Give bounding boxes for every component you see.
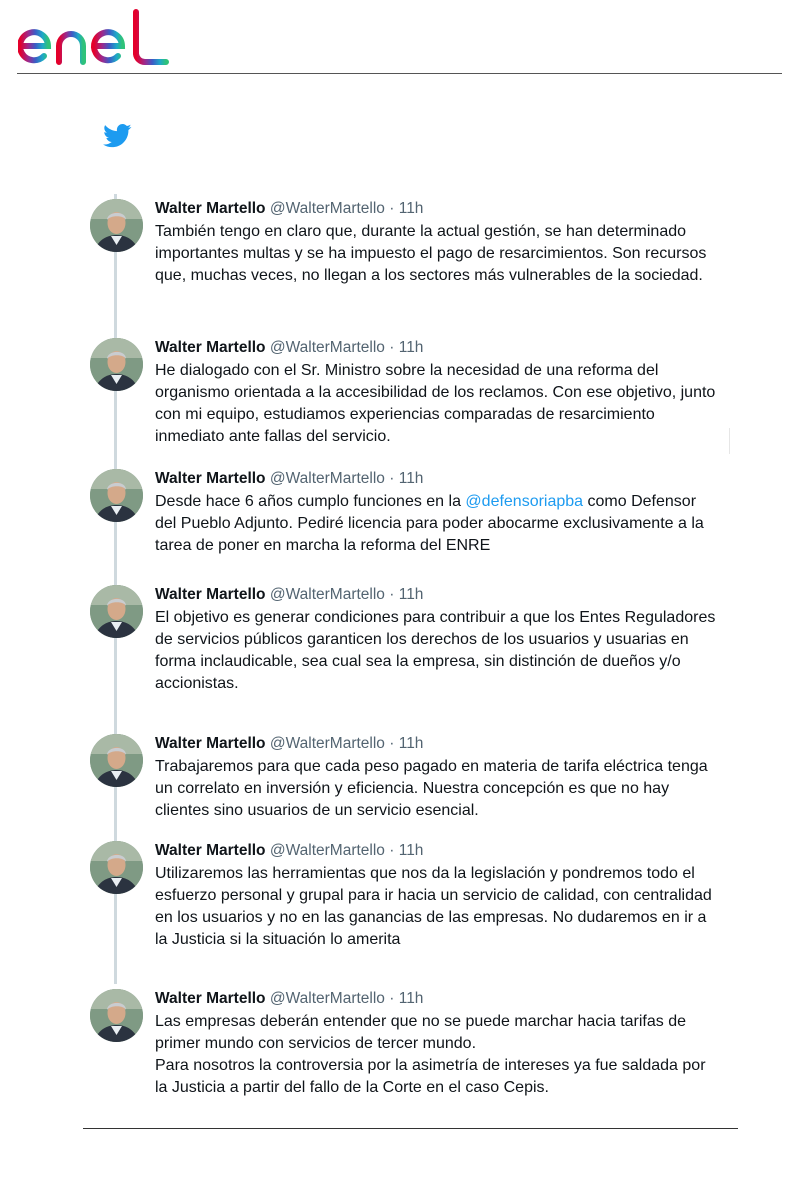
tweet-body	[155, 469, 720, 557]
tweet-header	[155, 989, 720, 1009]
tweet-body	[155, 338, 720, 448]
tweet-body	[155, 199, 720, 287]
tweet-time[interactable]: 11h	[398, 842, 424, 859]
tweet-header	[155, 199, 720, 219]
tweet-time[interactable]: 11h	[398, 200, 424, 217]
tweet-text: He dialogado con el Sr. Ministro sobre la necesidad de una reforma del organismo orientada a la accesibilidad de los reclamos. Con ese objetivo, junto con mi equipo, estudiamos experiencias comparadas de resarcimiento inmediato ante fallas del servicio.	[155, 362, 716, 445]
author-handle[interactable]: @WalterMartello	[269, 990, 385, 1007]
tweet-header	[155, 734, 720, 754]
author-name[interactable]: Walter Martello	[155, 842, 266, 859]
separator-dot: ·	[389, 470, 395, 487]
footer-divider	[83, 1128, 738, 1129]
author-name[interactable]: Walter Martello	[155, 735, 266, 752]
author-handle[interactable]: @WalterMartello	[269, 339, 385, 356]
avatar[interactable]	[90, 989, 143, 1042]
separator-dot: ·	[389, 586, 395, 603]
author-name[interactable]: Walter Martello	[155, 339, 266, 356]
tweet-text: Trabajaremos para que cada peso pagado en materia de tarifa eléctrica tenga un correlato en inversión y eficiencia. Nuestra concepción es que no hay clientes sino usuarios de un servicio esencial.	[155, 758, 708, 819]
tweet-body	[155, 841, 720, 951]
author-handle[interactable]: @WalterMartello	[269, 735, 385, 752]
tweet-text-part: como Defensor del Pueblo Adjunto. Pediré licencia para poder abocarme exclusivamente a la tarea de poner en marcha la reforma del ENRE	[155, 493, 704, 554]
tweet-header	[155, 469, 720, 489]
tweet-body	[155, 989, 720, 1099]
tweet-time[interactable]: 11h	[398, 990, 424, 1007]
header-divider	[17, 73, 782, 74]
tweet-time[interactable]: 11h	[398, 470, 424, 487]
separator-dot: ·	[389, 200, 395, 217]
avatar[interactable]	[90, 841, 143, 894]
tweet-header	[155, 338, 720, 358]
avatar[interactable]	[90, 469, 143, 522]
tweet-text: Las empresas deberán entender que no se puede marchar hacia tarifas de primer mundo con servicios de tercer mundo. Para nosotros la controversia por la asimetría de intereses ya fue saldada por la Justicia a partir del fallo de la Corte en el caso Cepis.	[155, 1013, 706, 1096]
scroll-mark	[729, 428, 730, 454]
author-name[interactable]: Walter Martello	[155, 990, 266, 1007]
avatar[interactable]	[90, 734, 143, 787]
tweet-text: Utilizaremos las herramientas que nos da la legislación y pondremos todo el esfuerzo personal y grupal para ir hacia un servicio de calidad, con centralidad en los usuarios y no en las ganancias de las empresas. No dudaremos en ir a la Justicia si la situación lo amerita	[155, 865, 712, 948]
tweet-time[interactable]: 11h	[398, 586, 424, 603]
enel-logo	[18, 8, 170, 68]
twitter-bird-icon[interactable]	[103, 124, 132, 148]
tweet-text: El objetivo es generar condiciones para contribuir a que los Entes Reguladores de servicios públicos garanticen los derechos de los usuarios y usuarias en forma inclaudicable, sea cual sea la empresa, sin distinción de dueños y/o accionistas.	[155, 609, 716, 692]
tweet-body	[155, 734, 720, 822]
tweet-header	[155, 585, 720, 605]
avatar[interactable]	[90, 585, 143, 638]
author-name[interactable]: Walter Martello	[155, 470, 266, 487]
author-handle[interactable]: @WalterMartello	[269, 200, 385, 217]
tweet-text	[155, 491, 720, 557]
author-name[interactable]: Walter Martello	[155, 200, 266, 217]
tweet-body	[155, 585, 720, 695]
mention-link[interactable]: @defensoriapba	[465, 493, 584, 510]
tweet-text-part: Desde hace 6 años cumplo funciones en la	[155, 493, 466, 510]
separator-dot: ·	[389, 990, 395, 1007]
avatar[interactable]	[90, 338, 143, 391]
avatar[interactable]	[90, 199, 143, 252]
tweet-header	[155, 841, 720, 861]
tweet-time[interactable]: 11h	[398, 339, 424, 356]
author-handle[interactable]: @WalterMartello	[269, 470, 385, 487]
tweet-time[interactable]: 11h	[398, 735, 424, 752]
separator-dot: ·	[389, 339, 395, 356]
author-handle[interactable]: @WalterMartello	[269, 586, 385, 603]
author-name[interactable]: Walter Martello	[155, 586, 266, 603]
tweet-text: También tengo en claro que, durante la actual gestión, se han determinado importantes multas y se ha impuesto el pago de resarcimientos. Son recursos que, muchas veces, no llegan a los sectores más vulnerables de la sociedad.	[155, 223, 707, 284]
author-handle[interactable]: @WalterMartello	[269, 842, 385, 859]
separator-dot: ·	[389, 842, 395, 859]
separator-dot: ·	[389, 735, 395, 752]
